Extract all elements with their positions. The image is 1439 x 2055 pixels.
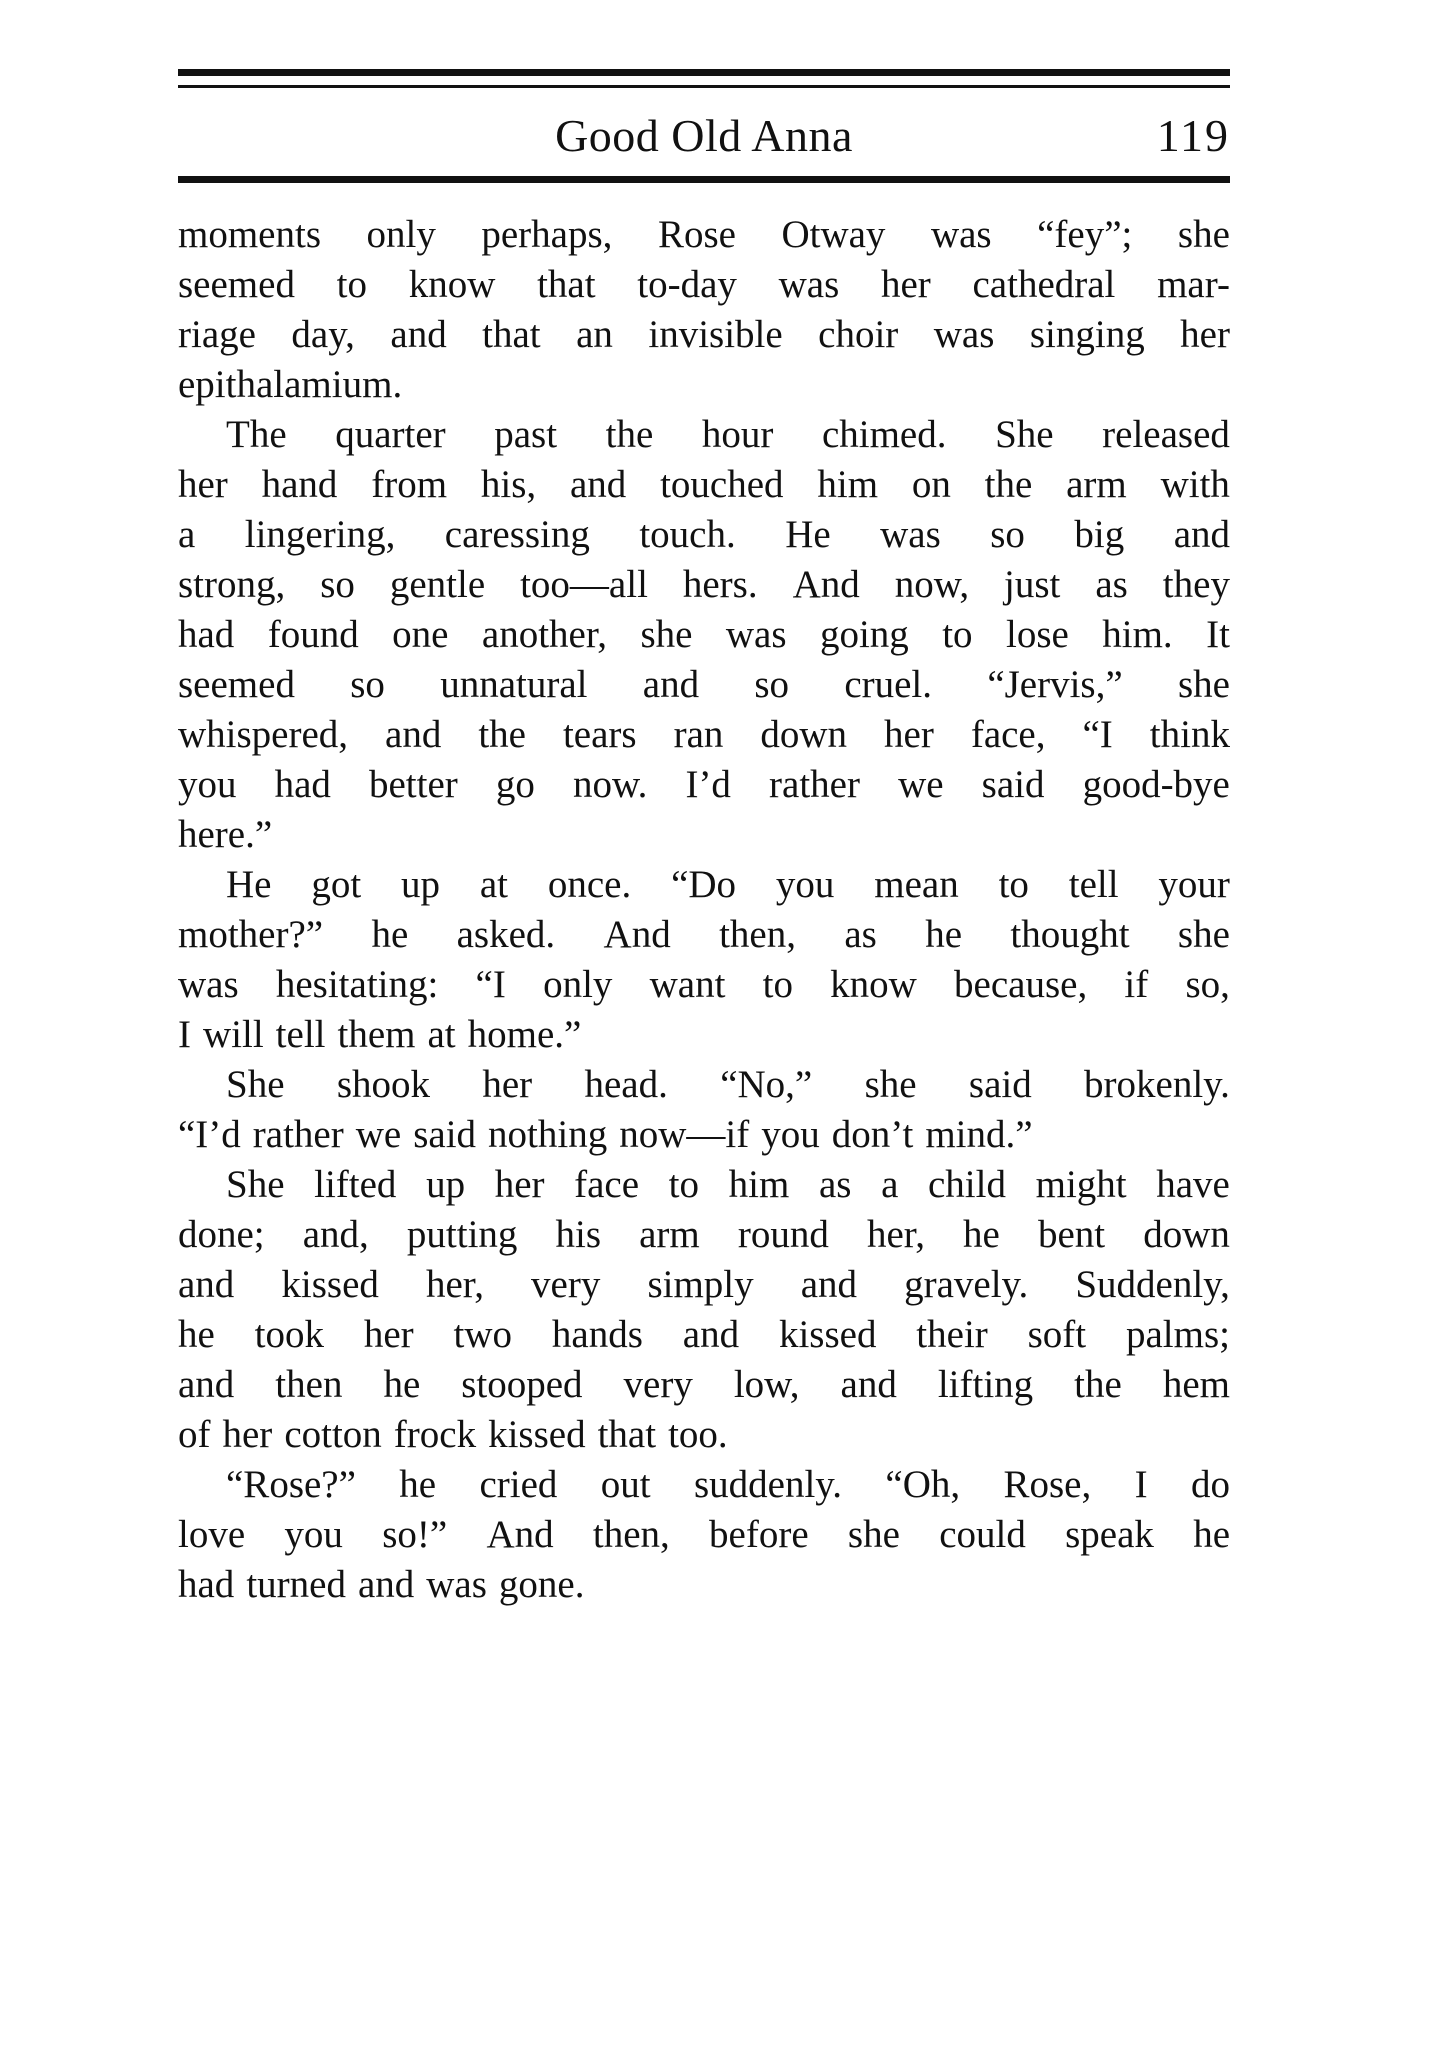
text-line: seemed so unnatural and so cruel. “Jervis,” she: [178, 663, 1230, 706]
text-line: of her cotton frock kissed that too.: [178, 1413, 728, 1456]
text-line: He got up at once. “Do you mean to tell your: [226, 863, 1230, 906]
text-line: She lifted up her face to him as a child might have: [226, 1163, 1230, 1206]
paragraph: [178, 860, 1230, 1060]
text-line: epithalamium.: [178, 363, 403, 406]
text-line: strong, so gentle too—all hers. And now, just as they: [178, 563, 1230, 606]
text-line: “I’d rather we said nothing now—if you don’t mind.”: [178, 1113, 1033, 1156]
text-line: had found one another, she was going to lose him. It: [178, 613, 1230, 656]
text-line: here.”: [178, 813, 273, 856]
paragraph: [178, 210, 1230, 410]
text-line: I will tell them at home.”: [178, 1013, 582, 1056]
text-line: love you so!” And then, before she could speak he: [178, 1513, 1230, 1556]
text-line: her hand from his, and touched him on the arm with: [178, 463, 1230, 506]
header-rule-top-thin: [178, 85, 1230, 88]
text-line: moments only perhaps, Rose Otway was “fey”; she: [178, 213, 1230, 256]
text-line: mother?” he asked. And then, as he thought she: [178, 913, 1230, 956]
text-line: and then he stooped very low, and lifting the hem: [178, 1363, 1230, 1406]
paragraph: [178, 1160, 1230, 1460]
text-line: he took her two hands and kissed their soft palms;: [178, 1313, 1230, 1356]
body-text: [178, 210, 1230, 1610]
text-line: had turned and was gone.: [178, 1563, 585, 1606]
text-line: and kissed her, very simply and gravely. Suddenly,: [178, 1263, 1230, 1306]
paragraph: [178, 410, 1230, 860]
text-line: whispered, and the tears ran down her face, “I think: [178, 713, 1230, 756]
page-title: Good Old Anna: [555, 110, 853, 161]
paragraph: [178, 1060, 1230, 1160]
text-line: done; and, putting his arm round her, he bent down: [178, 1213, 1230, 1256]
text-line: you had better go now. I’d rather we said good-bye: [178, 763, 1230, 806]
page-number: 119: [1156, 110, 1230, 161]
running-head: [178, 106, 1230, 166]
header-rule-top: [178, 69, 1230, 76]
text-line: a lingering, caressing touch. He was so big and: [178, 513, 1230, 556]
paragraph: [178, 1460, 1230, 1610]
header-rule-bottom: [178, 176, 1230, 183]
text-line: “Rose?” he cried out suddenly. “Oh, Rose, I do: [226, 1463, 1230, 1506]
text-line: She shook her head. “No,” she said brokenly.: [226, 1063, 1230, 1106]
text-line: was hesitating: “I only want to know because, if so,: [178, 963, 1230, 1006]
text-line: The quarter past the hour chimed. She released: [226, 413, 1230, 456]
text-line: seemed to know that to-day was her cathedral mar-: [178, 263, 1230, 306]
text-line: riage day, and that an invisible choir was singing her: [178, 313, 1230, 356]
